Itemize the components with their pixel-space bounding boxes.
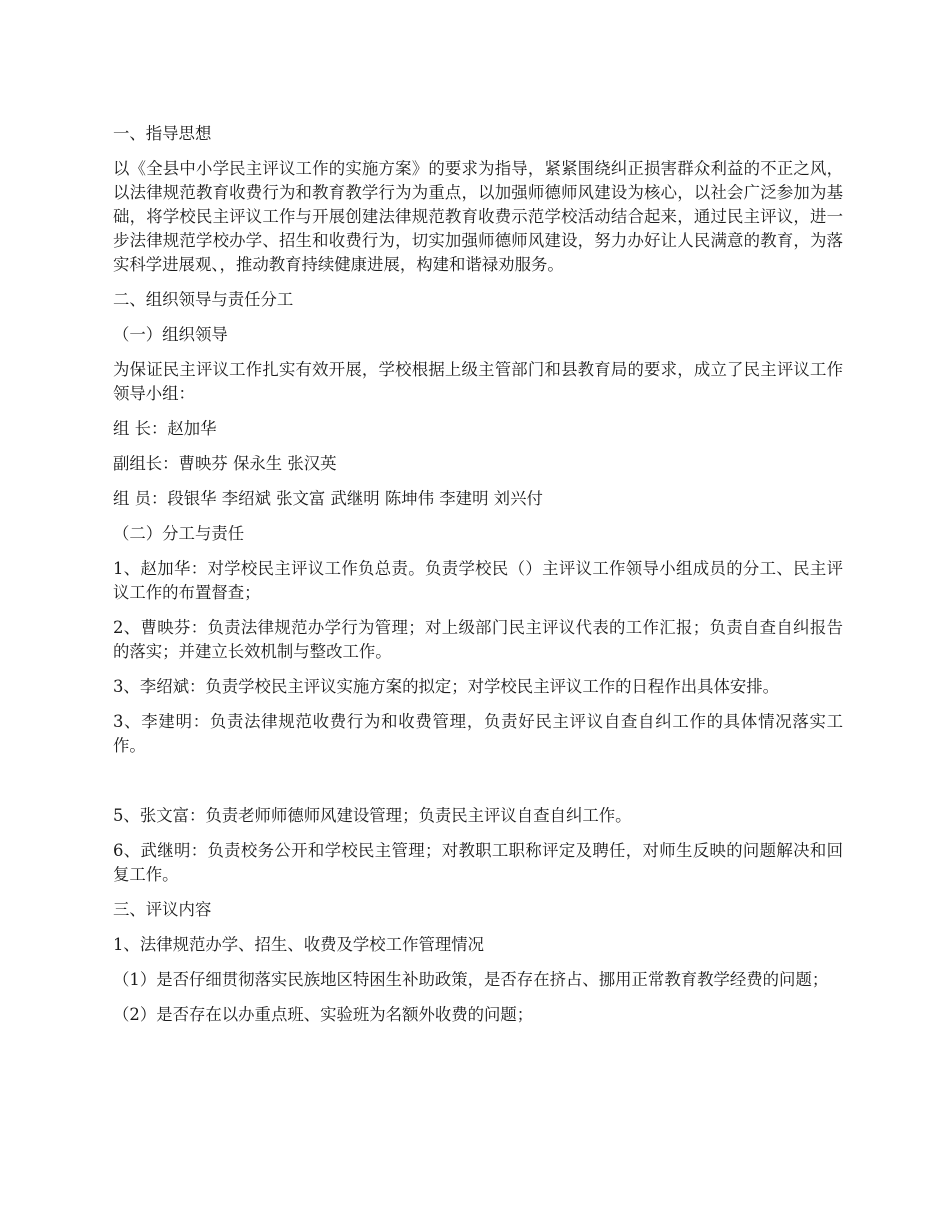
subheading-organization-leadership: （一）组织领导: [113, 325, 228, 344]
duty-item-2: 2、曹映芬：负责法律规范办学行为管理；对上级部门民主评议代表的工作汇报；负责自查自纠报告的落实；并建立长效机制与整改工作。: [113, 618, 843, 661]
review-subitem-1: （1）是否仔细贯彻落实民族地区特困生补助政策，是否存在挤占、挪用正常教育教学经费的问题；: [113, 970, 829, 989]
duty-item-4: 3、李建明：负责法律规范收费行为和收费管理，负责好民主评议自查自纠工作的具体情况落实工作。: [113, 712, 843, 755]
duty-item-5: 5、张文富：负责老师师德师风建设管理；负责民主评议自查自纠工作。: [113, 806, 632, 825]
duty-item-1: 1、赵加华：对学校民主评议工作负总责。负责学校民（）主评议工作领导小组成员的分工、民主评议工作的布置督查；: [113, 559, 843, 602]
heading-guiding-ideology: 一、指导思想: [113, 124, 212, 143]
duty-item-3: 3、李绍斌：负责学校民主评议实施方案的拟定；对学校民主评议工作的日程作出具体安排。: [113, 677, 780, 696]
heading-organization: 二、组织领导与责任分工: [113, 290, 294, 309]
review-item-1: 1、法律规范办学、招生、收费及学校工作管理情况: [113, 935, 485, 954]
duty-item-6: 6、武继明：负责校务公开和学校民主管理；对教职工职称评定及聘任，对师生反映的问题解决和回复工作。: [113, 841, 843, 884]
subheading-division-of-duties: （二）分工与责任: [113, 524, 245, 543]
paragraph-guiding-ideology: 以《全县中小学民主评议工作的实施方案》的要求为指导，紧紧围绕纠正损害群众利益的不正之风，以法律规范教育收费行为和教育教学行为为重点，以加强师德师风建设为核心，以社会广泛参加为基础，将学校民主评议工作与开展创建法律规范教育收费示范学校活动结合起来，通过民主评议，进一步法律规范学校办学、招生和收费行为，切实加强师德师风建设，努力办好让人民满意的教育，为落实科学进展观、，推动教育持续健康进展，构建和谐禄劝服务。: [113, 159, 843, 274]
heading-review-content: 三、评议内容: [113, 900, 212, 919]
line-deputy-leaders: 副组长：曹映芬 保永生 张汉英: [113, 454, 337, 473]
line-group-leader: 组 长：赵加华: [113, 419, 217, 438]
paragraph-leadership-group: 为保证民主评议工作扎实有效开展，学校根据上级主管部门和县教育局的要求，成立了民主评议工作领导小组：: [113, 360, 843, 403]
review-subitem-2: （2）是否存在以办重点班、实验班为名额外收费的问题；: [113, 1005, 534, 1024]
line-group-members: 组 员：段银华 李绍斌 张文富 武继明 陈坤伟 李建明 刘兴付: [113, 489, 543, 508]
blank-paragraph: [113, 769, 843, 793]
document-page: [113, 122, 843, 1038]
